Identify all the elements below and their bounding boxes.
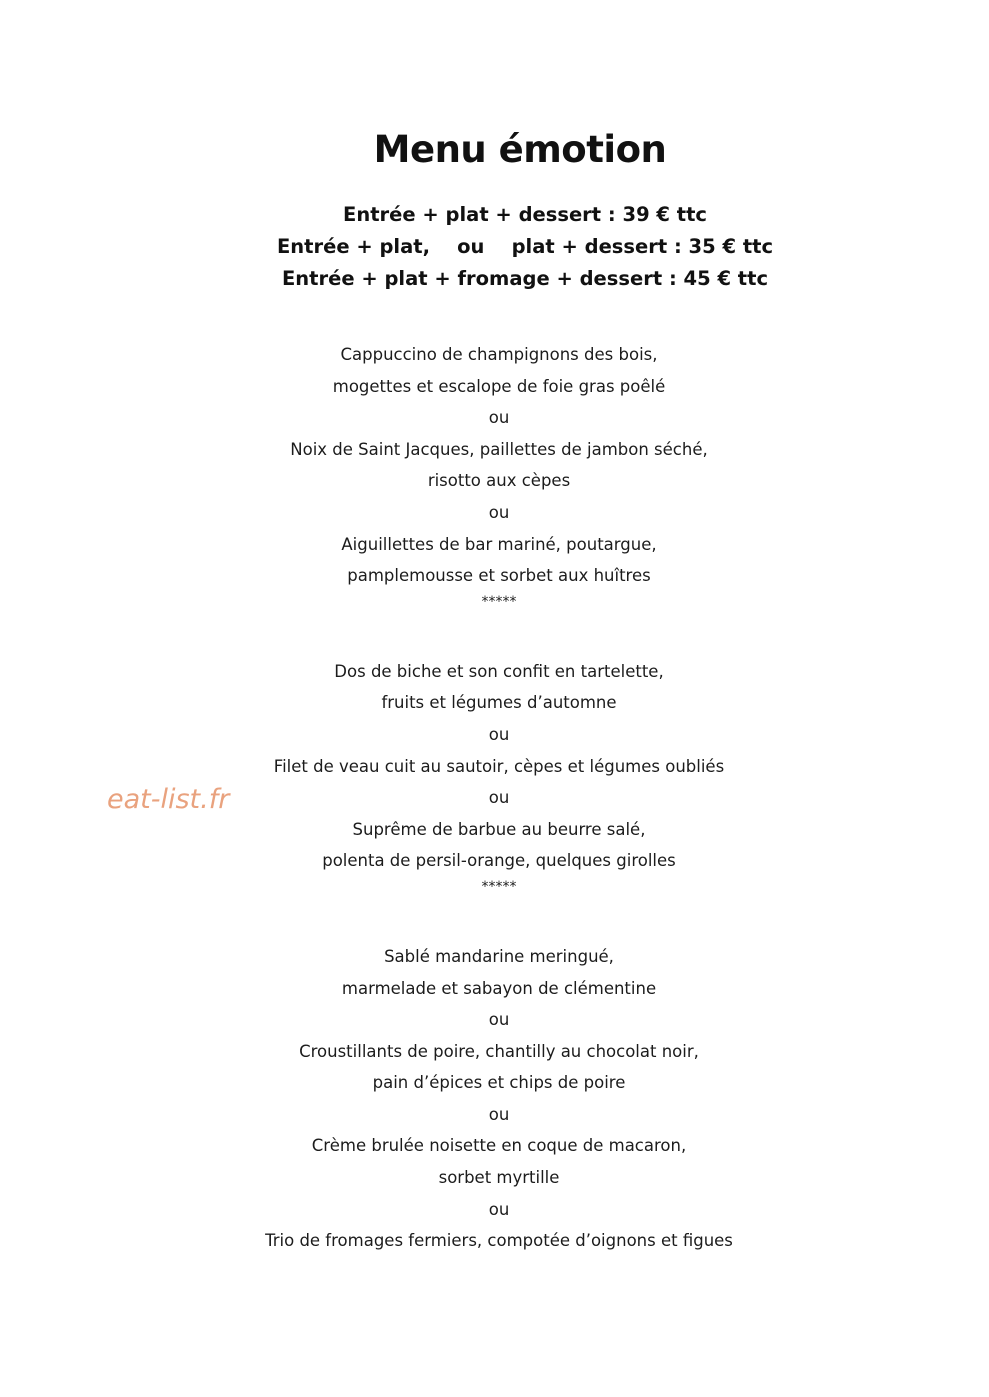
dessert-line: Croustillants de poire, chantilly au chocolat noir,	[299, 1041, 699, 1061]
plats-section	[0, 656, 989, 877]
price-option-two-courses: Entrée + plat, ou plat + dessert : 35 € ttc	[276, 235, 774, 258]
plat-line: fruits et légumes d’automne	[381, 693, 617, 713]
plat-line: Filet de veau cuit au sautoir, cèpes et légumes oubliés	[273, 756, 725, 776]
price-option-three-courses: Entrée + plat + dessert : 39 € ttc	[343, 203, 707, 226]
entree-line: mogettes et escalope de foie gras poêlé	[332, 376, 666, 396]
dessert-line: pain d’épices et chips de poire	[372, 1073, 626, 1093]
entree-line: Aiguillettes de bar mariné, poutargue,	[341, 534, 657, 554]
plat-line: Suprême de barbue au beurre salé,	[352, 819, 646, 839]
menu-title: Menu émotion	[373, 128, 667, 171]
dessert-line: Trio de fromages fermiers, compotée d’oignons et figues	[265, 1231, 733, 1251]
choice-separator: ou	[488, 1010, 510, 1030]
dessert-line: Crème brulée noisette en coque de macaron,	[311, 1136, 687, 1156]
choice-separator: ou	[488, 1199, 510, 1219]
desserts-section	[0, 941, 989, 1257]
choice-separator: ou	[488, 1104, 510, 1124]
course-separator-stars: *****	[481, 878, 517, 895]
price-options	[0, 199, 989, 295]
entree-line: risotto aux cèpes	[427, 471, 571, 491]
dessert-line: marmelade et sabayon de clémentine	[341, 978, 657, 998]
section-spacer	[0, 612, 989, 656]
entree-line: Cappuccino de champignons des bois,	[340, 345, 658, 364]
price-option-four-courses: Entrée + plat + fromage + dessert : 45 € ttc	[281, 267, 769, 290]
dessert-line: Sablé mandarine meringué,	[384, 946, 614, 966]
choice-separator: ou	[488, 788, 510, 808]
entree-line: pamplemousse et sorbet aux huîtres	[347, 566, 651, 586]
course-separator-stars: *****	[481, 593, 517, 610]
dessert-line: sorbet myrtille	[438, 1168, 560, 1188]
entrees-section	[0, 339, 989, 592]
plat-line: Dos de biche et son confit en tartelette,	[334, 661, 664, 681]
choice-separator: ou	[488, 724, 510, 744]
choice-separator: ou	[488, 502, 510, 522]
site-watermark: eat-list.fr	[107, 784, 230, 815]
plat-line: polenta de persil-orange, quelques girolles	[322, 851, 676, 871]
choice-separator: ou	[488, 408, 510, 428]
entree-line: Noix de Saint Jacques, paillettes de jambon séché,	[290, 439, 708, 459]
section-spacer	[0, 897, 989, 941]
